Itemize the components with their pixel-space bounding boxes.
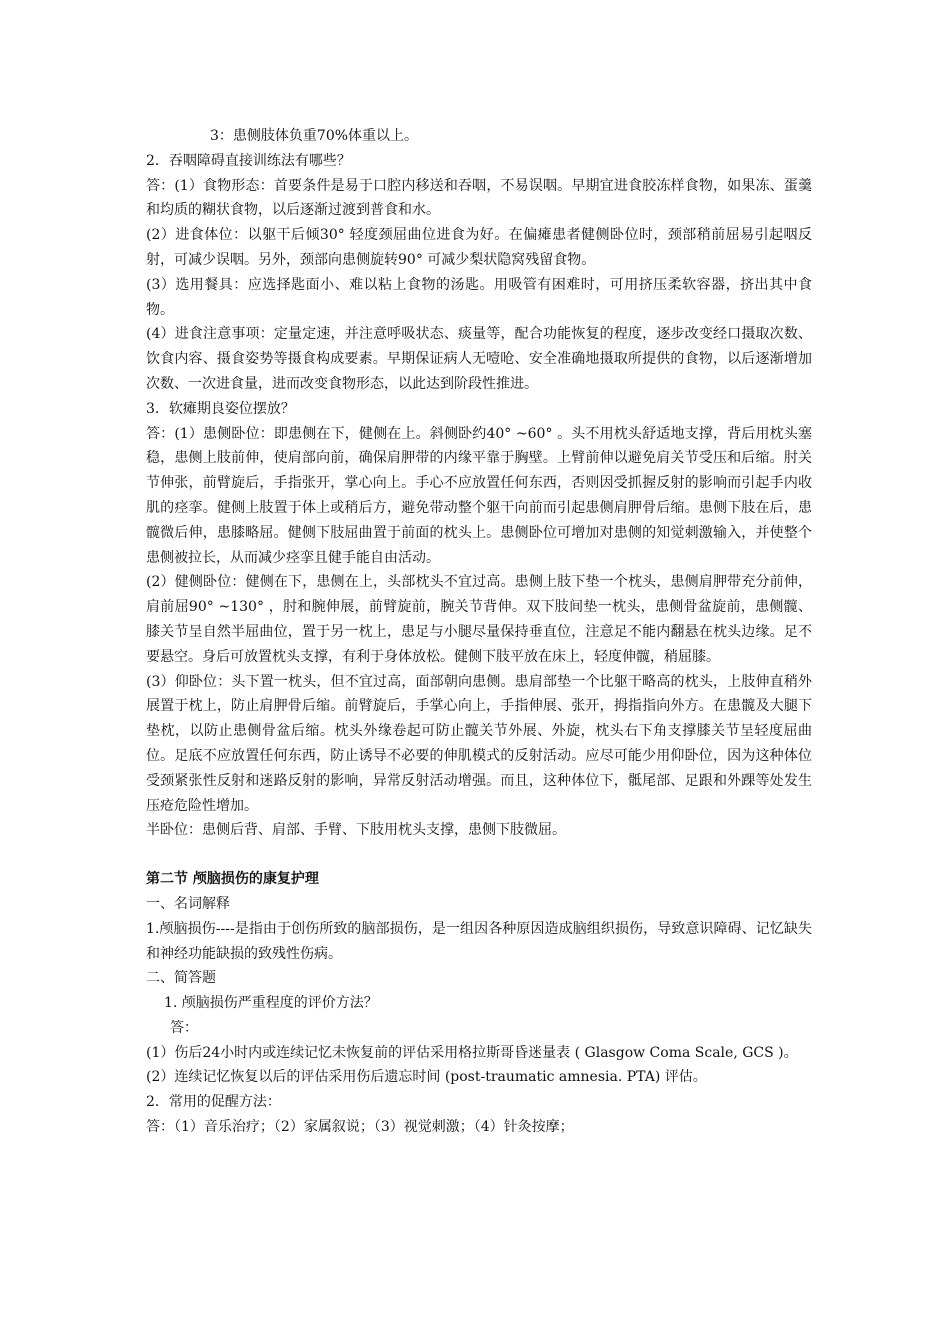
answer-semi-reclining: 半卧位：患侧后背、肩部、手臂、下肢用枕头支撑，患侧下肢微屈。 (146, 822, 566, 839)
answer-pta: (2）连续记忆恢复以后的评估采用伤后遗忘时间 (post-traumatic amnesia. PTA) 评估。 (146, 1069, 707, 1086)
answer-healthy-side-lying: (2）健侧卧位：健侧在下，患侧在上，头部枕头不宜过高。患侧上肢下垫一个枕头，患侧肩胛带充分前伸，肩前屈90° ~130° ，肘和腕伸展，前臂旋前，腕关节背伸。双下肢间垫一枕头，患侧骨盆旋前，患侧髋、膝关节呈自然半屈曲位，置于另一枕上，患足与小腿尽量保持垂直位，注意足不能内翻悬在枕头边缘。足不要悬空。身后可放置枕头支撑，有利于身体放松。健侧下肢平放在床上，轻度伸髋，稍屈膝。 (146, 574, 812, 665)
answer-gcs: (1）伤后24小时内或连续记忆未恢复前的评估采用格拉斯哥昏迷量表 ( Glasgow Coma Scale, GCS )。 (146, 1044, 798, 1061)
question-awakening-methods: 2．常用的促醒方法： (146, 1094, 281, 1111)
subheading-short-answer: 二、简答题 (146, 970, 216, 987)
answer-affected-side-lying: 答：(1）患侧卧位：即患侧在下，健侧在上。斜侧卧约40° ~60° 。头不用枕头舒适地支撑，背后用枕头塞稳，患侧上肢前伸，使肩部向前，确保肩胛带的内缘平靠于胸壁。上臂前伸以避免肩关节受压和后缩。肘关节伸张，前臂旋后，手指张开，掌心向上。手心不应放置任何东西，否则因受抓握反射的影响而引起手内收肌的痉挛。健侧上肢置于体上或稍后方，避免带动整个躯干向前而引起患侧肩胛骨后缩。患侧下肢在后，患髋微后伸，患膝略屈。健侧下肢屈曲置于前面的枕头上。患侧卧位可增加对患侧的知觉刺激输入，并使整个患侧被拉长，从而减少痉挛且健手能自由活动。 (146, 425, 812, 566)
section-heading: 第二节 颅脑损伤的康复护理 (146, 871, 319, 888)
answer-food-form: 答：(1）食物形态：首要条件是易于口腔内移送和吞咽，不易误咽。早期宜进食胶冻样食物，如果冻、蛋羹和均质的糊状食物，以后逐渐过渡到普食和水。 (146, 177, 812, 219)
question-positioning: 3．软瘫期良姿位摆放？ (146, 400, 295, 417)
answer-eating-precautions: (4）进食注意事项：定量定速，并注意呼吸状态、痰量等，配合功能恢复的程度，逐步改变经口摄取次数、饮食内容、摄食姿势等摄食构成要素。早期保证病人无噎呛、安全准确地摄取所提供的食物，以后逐渐增加次数、一次进食量，进而改变食物形态，以此达到阶段性推进。 (146, 326, 812, 392)
answer-supine: (3）仰卧位：头下置一枕头，但不宜过高，面部朝向患侧。患肩部垫一个比躯干略高的枕头，上肢伸直稍外展置于枕上，防止肩胛骨后缩。前臂旋后，手掌心向上，手指伸展、张开，拇指指向外方。在患髋及大腿下垫枕，以防止患侧骨盆后缩。枕头外缘卷起可防止髋关节外展、外旋，枕头右下角支撑膝关节呈轻度屈曲位。足底不应放置任何东西，防止诱导不必要的伸肌模式的反射活动。应尽可能少用仰卧位，因为这种体位受颈紧张性反射和迷路反射的影响，异常反射活动增强。而且，这种体位下，骶尾部、足跟和外踝等处发生压疮危险性增加。 (146, 673, 812, 814)
question-severity-evaluation: 1. 颅脑损伤严重程度的评价方法？ (164, 995, 378, 1012)
answer-awakening-methods: 答：（1）音乐治疗；（2）家属叙说；（3）视觉刺激；（4）针灸按摩； (146, 1119, 574, 1136)
answer-label: 答： (170, 1019, 198, 1036)
answer-utensils: (3）选用餐具：应选择匙面小、难以粘上食物的汤匙。用吸管有困难时，可用挤压柔软容器，挤出其中食物。 (146, 276, 812, 318)
subheading-terms: 一、名词解释 (146, 895, 230, 912)
question-swallowing-training: 2．吞咽障碍直接训练法有哪些？ (146, 152, 351, 169)
answer-eating-position: (2）进食体位：以躯干后倾30° 轻度颈屈曲位进食为好。在偏瘫患者健侧卧位时，颈部稍前屈易引起咽反射，可减少误咽。另外，颈部向患侧旋转90° 可减少梨状隐窝残留食物。 (146, 227, 812, 268)
document-body (146, 124, 812, 1140)
paragraph-weight-bearing: 3：患侧肢体负重70%体重以上。 (210, 128, 419, 144)
section-spacer (146, 843, 812, 867)
term-definition: 1.颅脑损伤----是指由于创伤所致的脑部损伤，是一组因各种原因造成脑组织损伤，导致意识障碍、记忆缺失和神经功能缺损的致残性伤病。 (146, 920, 812, 962)
